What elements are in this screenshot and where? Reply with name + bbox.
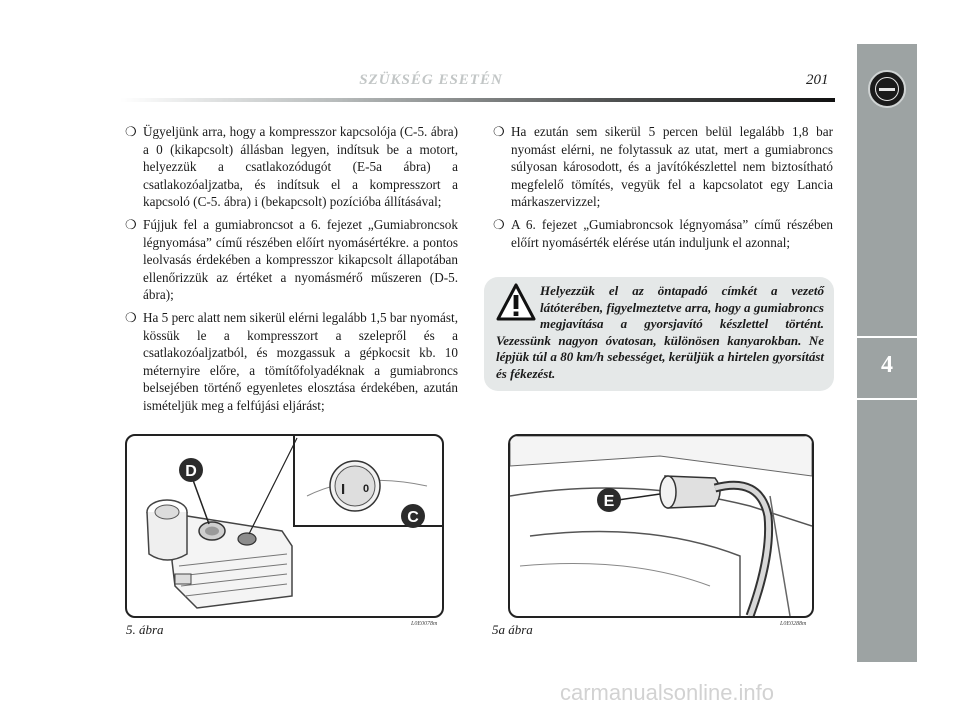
switch-label-0: 0 xyxy=(363,483,370,495)
watermark: carmanualsonline.info xyxy=(560,680,775,705)
instruction-item xyxy=(125,216,458,304)
figure-5-compressor xyxy=(125,434,444,618)
instruction-text: Ha 5 perc alatt nem sikerül elérni legalább 1,5 bar nyomást, kössük le a kompresszort a szelepről és a csatlakozóaljzatból, és mozgassuk a gépkocsit kb. 10 méternyire előre, a tömítőfolyadéknak a gumiabroncs belsejében történő egyenletes elosztása érdekében, azután ismételjük meg a felfújási eljárást; xyxy=(143,309,458,413)
marker-e: E xyxy=(603,493,615,510)
left-column xyxy=(125,123,458,420)
instruction-item xyxy=(493,123,833,211)
bullet-icon: ❍ xyxy=(125,124,137,139)
chapter-number: 4 xyxy=(881,352,893,378)
logo-ring xyxy=(875,77,899,101)
tab-divider-top xyxy=(857,336,917,338)
figure-5a-socket xyxy=(508,434,814,618)
instruction-item xyxy=(125,309,458,415)
instruction-text: Fújjuk fel a gumiabroncsot a 6. fejezet „Gumiabroncsok légnyomása” című részében előírt nyomásértékre. a pontos leolvasás érdekében a kompresszor kikapcsolt állapotában ellenőrizzük az értéket a nyomásmérő műszeren (D-5. ábra); xyxy=(143,216,458,303)
figure-5a-caption: 5a ábra xyxy=(492,622,533,637)
tab-divider-bottom xyxy=(857,398,917,400)
warning-triangle-icon xyxy=(496,283,540,329)
marker-d: D xyxy=(185,463,197,480)
instruction-item xyxy=(493,216,833,251)
figure-5-code: L0E0078m xyxy=(411,621,438,627)
figure-5-caption: 5. ábra xyxy=(126,622,164,637)
warning-text: Helyezzük el az öntapadó címkét a vezető látóterében, figyelmeztetve arra, hogy a gumiabroncs megjavítása a gyorsjavító készlettel történt. Vezessünk nagyon óvatosan, különösen kanyarokban. Ne lépjük túl a 80 km/h sebességet, kerüljük a hirtelen gyorsítást és fékezést. xyxy=(496,283,824,381)
section-title: SZÜKSÉG ESETÉN xyxy=(359,72,503,88)
logo-bar xyxy=(879,88,895,91)
instruction-text: A 6. fejezet „Gumiabroncsok légnyomása” című részében előírt nyomásérték elérése után induljunk el azonnal; xyxy=(511,216,833,250)
bullet-icon: ❍ xyxy=(125,309,137,325)
bullet-icon: ❍ xyxy=(125,216,137,232)
marker-c: C xyxy=(407,509,419,526)
right-column xyxy=(493,123,833,256)
switch-label-i: I xyxy=(341,481,346,498)
warning-box xyxy=(484,277,834,391)
warning-text-block xyxy=(496,283,824,382)
lancia-logo xyxy=(868,70,906,108)
page-number: 201 xyxy=(806,72,829,88)
instruction-text: Ügyeljünk arra, hogy a kompresszor kapcsolója (C-5. ábra) a 0 (kikapcsolt) állásban legyen, indítsuk be a motort, helyezzük a csatlakozódugót (E-5a ábra) a csatlakozóaljzatba, és indítsuk el a kompresszort a kapcsoló (C-5. ábra) i (bekapcsolt) pozícióba állításával; xyxy=(143,124,458,210)
header-rule xyxy=(120,98,835,102)
bullet-icon: ❍ xyxy=(493,124,505,139)
instruction-item xyxy=(125,123,458,211)
bullet-icon: ❍ xyxy=(493,216,505,232)
instruction-text: Ha ezután sem sikerül 5 percen belül legalább 1,8 bar nyomást elérni, ne folytassuk az utat, mert a gumiabroncs súlyosan károsodott, és a javítókészlettel nem biztosítható megfelelő tömítés, vegyük fel a kapcsolatot egy Lancia márkaszervizzel; xyxy=(511,124,833,210)
figure-5a-code: L0E0288m xyxy=(780,621,807,627)
